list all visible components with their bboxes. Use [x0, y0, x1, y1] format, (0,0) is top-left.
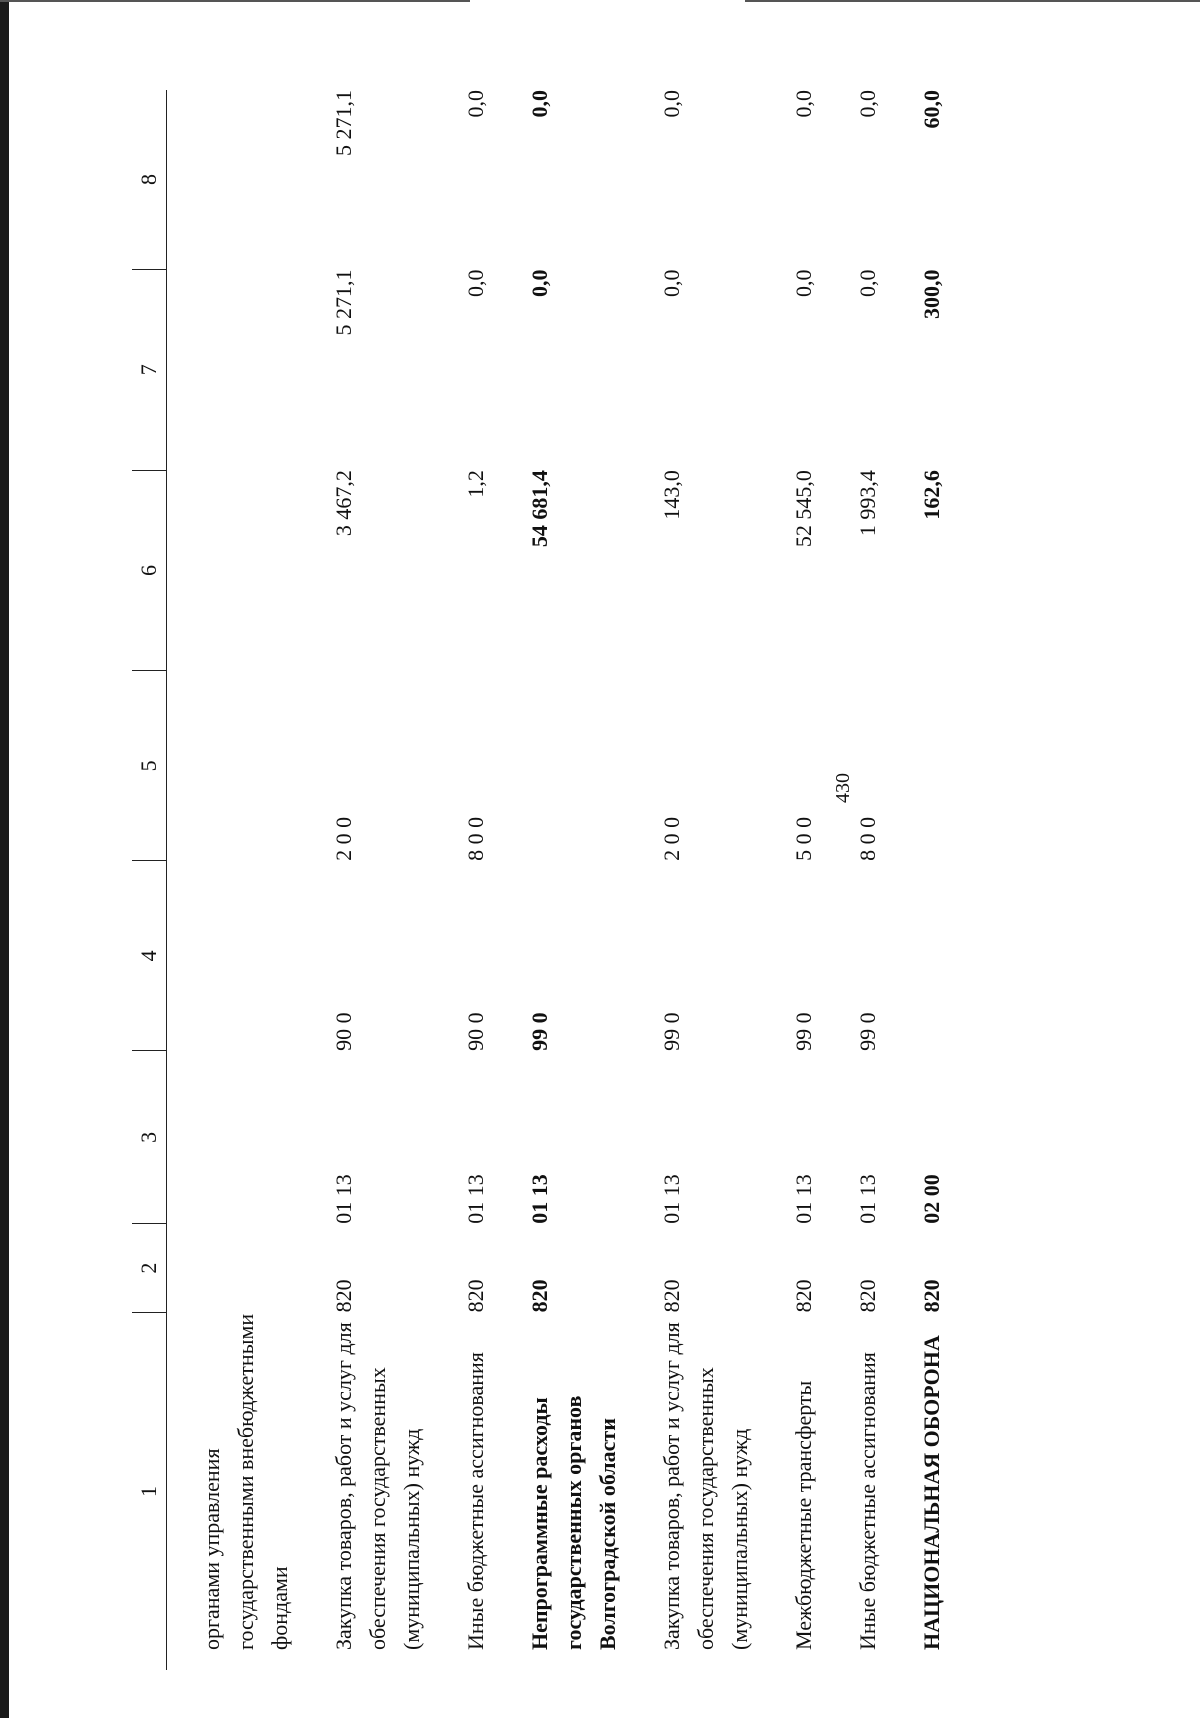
- table-row: [167, 90, 298, 1670]
- row-name: НАЦИОНАЛЬНАЯ ОБОРОНА: [919, 1335, 944, 1650]
- cell-c7: 0,0: [659, 269, 684, 297]
- cell-c5: [885, 671, 949, 861]
- cell-c5: 2 0 0: [659, 816, 684, 861]
- table-row: [493, 90, 625, 1670]
- cell-c3: 01 13: [331, 1174, 356, 1224]
- col-header-3: 3: [132, 1051, 167, 1224]
- cell-c4: 99 0: [855, 1012, 880, 1051]
- cell-c6: 162,6: [919, 470, 944, 520]
- row-name: Межбюджетные трансферты: [791, 1380, 816, 1650]
- cell-c8: 0,0: [791, 90, 816, 118]
- cell-c6: 3 467,2: [331, 470, 356, 537]
- cell-c5: 8 0 0: [855, 816, 880, 861]
- budget-table: [132, 90, 949, 1670]
- table-row: [429, 90, 493, 1670]
- table-row: [757, 90, 821, 1670]
- cell-c2: 820: [527, 1279, 552, 1313]
- table-row: [821, 90, 885, 1670]
- cell-c4: 90 0: [463, 1012, 488, 1051]
- cell-c7: 0,0: [855, 269, 880, 297]
- cell-c7: 0,0: [463, 269, 488, 297]
- row-name: органами управления государственными внебюджетными фондами: [199, 1313, 292, 1650]
- cell-c7: [167, 269, 298, 470]
- cell-c6: 1 993,4: [855, 470, 880, 537]
- cell-c2: 820: [791, 1279, 816, 1313]
- col-header-2: 2: [132, 1224, 167, 1313]
- page-number: 430: [832, 773, 854, 803]
- cell-c2: [167, 1224, 298, 1313]
- cell-c5: [167, 671, 298, 861]
- cell-c2: 820: [855, 1279, 880, 1313]
- cell-c6: 54 681,4: [527, 470, 552, 548]
- cell-c3: [167, 1051, 298, 1224]
- cell-c7: 0,0: [791, 269, 816, 297]
- cell-c8: 5 271,1: [331, 90, 356, 156]
- cell-c8: [167, 90, 298, 269]
- cell-c5: 5 0 0: [791, 816, 816, 861]
- cell-c3: 01 13: [791, 1174, 816, 1224]
- col-header-6: 6: [132, 470, 167, 671]
- row-name: Иные бюджетные ассигнования: [855, 1352, 880, 1650]
- cell-c8: 0,0: [463, 90, 488, 118]
- header-row: [132, 90, 167, 1670]
- cell-c5: [493, 671, 625, 861]
- cell-c5: 2 0 0: [331, 816, 356, 861]
- cell-c5: 8 0 0: [463, 816, 488, 861]
- table-row: [885, 90, 949, 1670]
- cell-c4: [167, 861, 298, 1051]
- cell-c2: 820: [659, 1279, 684, 1313]
- table-row: [625, 90, 757, 1670]
- cell-c2: 820: [919, 1279, 944, 1313]
- cell-c7: 300,0: [919, 269, 944, 319]
- col-header-4: 4: [132, 861, 167, 1051]
- cell-c4: 99 0: [791, 1012, 816, 1051]
- cell-c4: 90 0: [331, 1012, 356, 1051]
- cell-c3: 01 13: [463, 1174, 488, 1224]
- cell-c3: 02 00: [919, 1174, 944, 1224]
- cell-c8: 0,0: [659, 90, 684, 118]
- cell-c3: 01 13: [659, 1174, 684, 1224]
- cell-c3: 01 13: [855, 1174, 880, 1224]
- col-header-5: 5: [132, 671, 167, 861]
- cell-c6: 143,0: [659, 470, 684, 520]
- col-header-1: 1: [132, 1312, 167, 1670]
- row-name: Непрограммные расходы государственных органов Волгоградской области: [527, 1395, 620, 1650]
- table-row: [297, 90, 429, 1670]
- row-name: Закупка товаров, работ и услуг для обеспечения государственных (муниципальных) нужд: [659, 1322, 752, 1650]
- cell-c3: 01 13: [527, 1174, 552, 1224]
- cell-c4: [885, 861, 949, 1051]
- cell-c2: 820: [463, 1279, 488, 1313]
- cell-c6: [167, 470, 298, 671]
- cell-c6: 52 545,0: [791, 470, 816, 548]
- cell-c7: 5 271,1: [331, 269, 356, 336]
- row-name: Закупка товаров, работ и услуг для обеспечения государственных (муниципальных) нужд: [331, 1322, 424, 1650]
- cell-c2: 820: [331, 1279, 356, 1313]
- cell-c4: 99 0: [527, 1012, 552, 1051]
- cell-c4: 99 0: [659, 1012, 684, 1051]
- cell-c8: 0,0: [855, 90, 880, 118]
- cell-c8: 60,0: [919, 90, 944, 129]
- col-header-7: 7: [132, 269, 167, 470]
- col-header-8: 8: [132, 90, 167, 269]
- row-name: Иные бюджетные ассигнования: [463, 1352, 488, 1650]
- cell-c6: 1,2: [463, 470, 488, 498]
- cell-c8: 0,0: [527, 90, 552, 118]
- cell-c7: 0,0: [527, 269, 552, 297]
